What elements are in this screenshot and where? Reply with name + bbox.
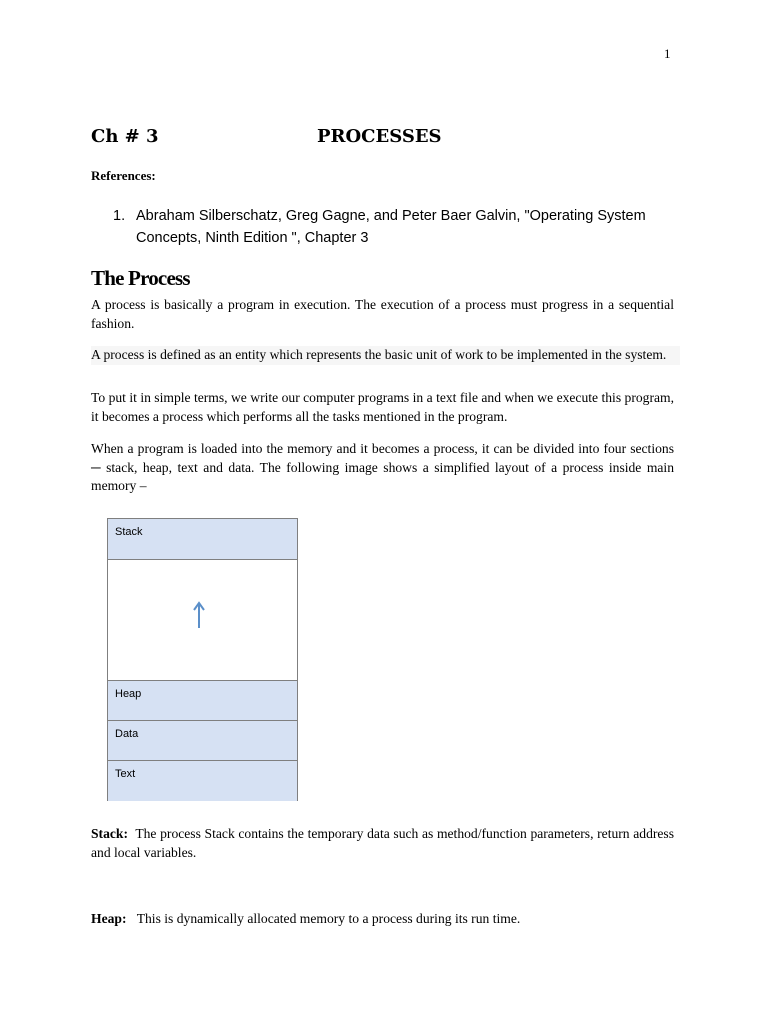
- stack-segment-label: Stack: [115, 526, 143, 538]
- heap-definition: [91, 910, 674, 929]
- heap-segment: [108, 680, 297, 721]
- arrow-up-icon: [192, 600, 206, 630]
- paragraph: A process is basically a program in execution. The execution of a process must progress in a sequential fashion.: [91, 297, 674, 331]
- reference-text: Abraham Silberschatz, Greg Gagne, and Peter Baer Galvin, "Operating System Concepts, Ninth Edition ", Chapter 3: [136, 208, 646, 246]
- paragraph: To put it in simple terms, we write our computer programs in a text file and when we execute this program, it becomes a process which performs all the tasks mentioned in the program.: [91, 390, 674, 424]
- paragraph-highlighted: A process is defined as an entity which represents the basic unit of work to be implemented in the system.: [91, 346, 680, 365]
- process-memory-diagram: [107, 518, 298, 801]
- text-segment-label: Text: [115, 768, 136, 780]
- text-segment: [108, 761, 297, 801]
- free-memory-segment: [108, 560, 297, 681]
- chapter-label: Ch # 3: [91, 126, 159, 147]
- definition-text: This is dynamically allocated memory to a process during its run time.: [136, 911, 521, 926]
- heap-segment-label: Heap: [115, 688, 142, 700]
- chapter-title: PROCESSES: [317, 126, 442, 147]
- definition-text: The process Stack contains the temporary data such as method/function parameters, return address and local variables.: [91, 826, 675, 860]
- chapter-header: [91, 126, 691, 154]
- definition-term: Heap:: [91, 911, 127, 926]
- data-segment: [108, 721, 297, 761]
- stack-segment: [108, 519, 297, 560]
- definition-term: Stack:: [91, 826, 129, 841]
- page-number: 1: [664, 46, 671, 61]
- references-label: References:: [91, 168, 156, 183]
- reference-number: 1.: [113, 208, 126, 224]
- section-heading: The Process: [91, 266, 190, 290]
- stack-definition: [91, 825, 674, 862]
- paragraph: When a program is loaded into the memory and it becomes a process, it can be divided into four sections ─ stack, heap, text and data. The following image shows a simplified layout of a process inside main memory –: [91, 441, 674, 493]
- data-segment-label: Data: [115, 728, 139, 740]
